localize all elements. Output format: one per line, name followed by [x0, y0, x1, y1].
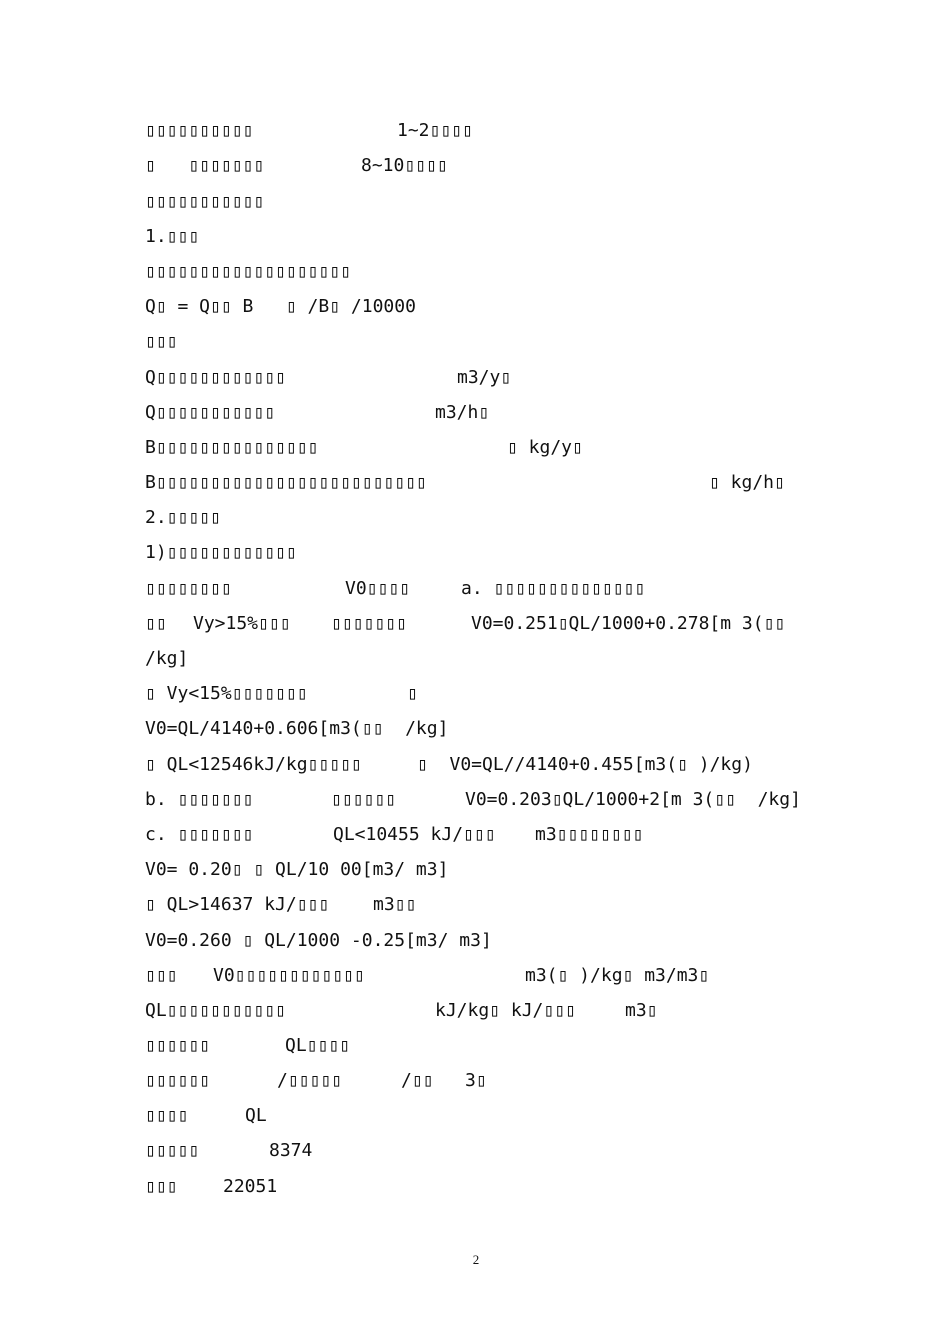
- text-segment: ▯ QL>14637 kJ/▯▯▯: [145, 894, 330, 915]
- unit-text: kJ/kg▯ kJ/▯▯▯: [435, 1000, 576, 1021]
- text-segment: ▯▯▯▯▯▯: [145, 1070, 211, 1091]
- text-segment: ▯▯▯▯▯: [145, 1140, 200, 1161]
- text-segment: 8~10▯▯▯▯: [361, 155, 448, 176]
- text-segment: V0▯▯▯▯▯▯▯▯▯▯▯▯: [213, 965, 365, 986]
- text-segment: B▯▯▯▯▯▯▯▯▯▯▯▯▯▯▯: [145, 437, 319, 458]
- text-segment: 2.▯▯▯▯▯: [145, 507, 221, 528]
- text-segment: 1)▯▯▯▯▯▯▯▯▯▯▯▯: [145, 542, 297, 563]
- text-segment: a. ▯▯▯▯▯▯▯▯▯▯▯▯▯▯: [461, 578, 646, 599]
- text-segment: QL▯▯▯▯▯▯▯▯▯▯▯: [145, 1000, 286, 1021]
- text-segment: ▯▯▯: [145, 331, 178, 352]
- text-segment: ▯▯▯▯: [145, 1105, 189, 1126]
- formula-text: ▯ V0=QL//4140+0.455[m3(▯ )/kg): [417, 754, 753, 775]
- text-segment: ▯▯▯: [145, 1176, 178, 1197]
- formula-text: V0=QL/4140+0.606[m3(▯▯ /kg]: [145, 718, 449, 739]
- text-segment: ▯▯▯▯▯▯▯▯▯▯: [145, 120, 254, 141]
- unit-text: m3▯: [625, 1000, 658, 1021]
- unit-text: m3(▯ )/kg▯ m3/m3▯: [525, 965, 710, 986]
- text-segment: ▯ ▯▯▯▯▯▯▯: [145, 155, 265, 176]
- text-segment: ▯▯▯▯▯▯: [145, 1035, 211, 1056]
- text-segment: 3▯: [465, 1070, 487, 1091]
- value-text: 22051: [223, 1176, 278, 1197]
- text-segment: ▯▯▯▯▯▯▯▯▯▯▯: [145, 191, 265, 212]
- text-segment: Q▯ = Q▯▯ B ▯ /B▯ /10000: [145, 296, 416, 317]
- formula-text: V0= 0.20▯ ▯ QL/10 00[m3/ m3]: [145, 859, 449, 880]
- unit-text: m3/y▯: [457, 367, 512, 388]
- unit-text: ▯ kg/y▯: [507, 437, 583, 458]
- text-segment: QL<10455 kJ/▯▯▯: [333, 824, 496, 845]
- text-segment: c. ▯▯▯▯▯▯▯: [145, 824, 254, 845]
- table-row: [145, 1176, 278, 1264]
- text-segment: Q▯▯▯▯▯▯▯▯▯▯▯: [145, 402, 276, 423]
- text-segment: ▯: [407, 683, 418, 704]
- text-segment: /▯▯: [401, 1070, 434, 1091]
- text-segment: ▯▯▯▯▯▯▯▯▯▯▯▯▯▯▯▯▯▯▯: [145, 261, 351, 282]
- text-segment: ▯▯: [145, 613, 167, 634]
- formula-text: V0=0.251▯QL/1000+0.278[m 3(▯▯: [471, 613, 786, 634]
- unit-text: ▯ kg/h▯: [709, 472, 785, 493]
- text-segment: Q▯▯▯▯▯▯▯▯▯▯▯▯: [145, 367, 286, 388]
- text-segment: ▯▯▯▯▯▯: [331, 789, 397, 810]
- text-segment: ▯ Vy<15%▯▯▯▯▯▯▯: [145, 683, 308, 704]
- text-segment: V0▯▯▯▯: [345, 578, 411, 599]
- text-segment: m3▯▯▯▯▯▯▯▯: [535, 824, 644, 845]
- text-segment: B▯▯▯▯▯▯▯▯▯▯▯▯▯▯▯▯▯▯▯▯▯▯▯▯▯: [145, 472, 427, 493]
- text-segment: 1~2▯▯▯▯: [397, 120, 473, 141]
- text-segment: QL: [245, 1105, 267, 1126]
- text-segment: m3▯▯: [373, 894, 417, 915]
- page-number: 2: [472, 1252, 480, 1267]
- unit-text: m3/h▯: [435, 402, 490, 423]
- text-segment: ▯▯▯▯▯▯▯▯: [145, 578, 232, 599]
- value-text: 8374: [269, 1140, 313, 1161]
- text-segment: ▯▯▯: [145, 965, 178, 986]
- text-segment: 1.▯▯▯: [145, 226, 200, 247]
- text-segment: Vy>15%▯▯▯: [193, 613, 291, 634]
- text-segment: ▯▯▯▯▯▯▯: [331, 613, 407, 634]
- text-segment: ▯ QL<12546kJ/kg▯▯▯▯▯: [145, 754, 362, 775]
- formula-text: V0=0.260 ▯ QL/1000 -0.25[m3/ m3]: [145, 930, 492, 951]
- text-segment: b. ▯▯▯▯▯▯▯: [145, 789, 254, 810]
- formula-text: V0=0.203▯QL/1000+2[m 3(▯▯ /kg]: [465, 789, 801, 810]
- text-segment: /kg]: [145, 648, 189, 669]
- text-segment: /▯▯▯▯▯: [277, 1070, 343, 1091]
- text-segment: QL▯▯▯▯: [285, 1035, 351, 1056]
